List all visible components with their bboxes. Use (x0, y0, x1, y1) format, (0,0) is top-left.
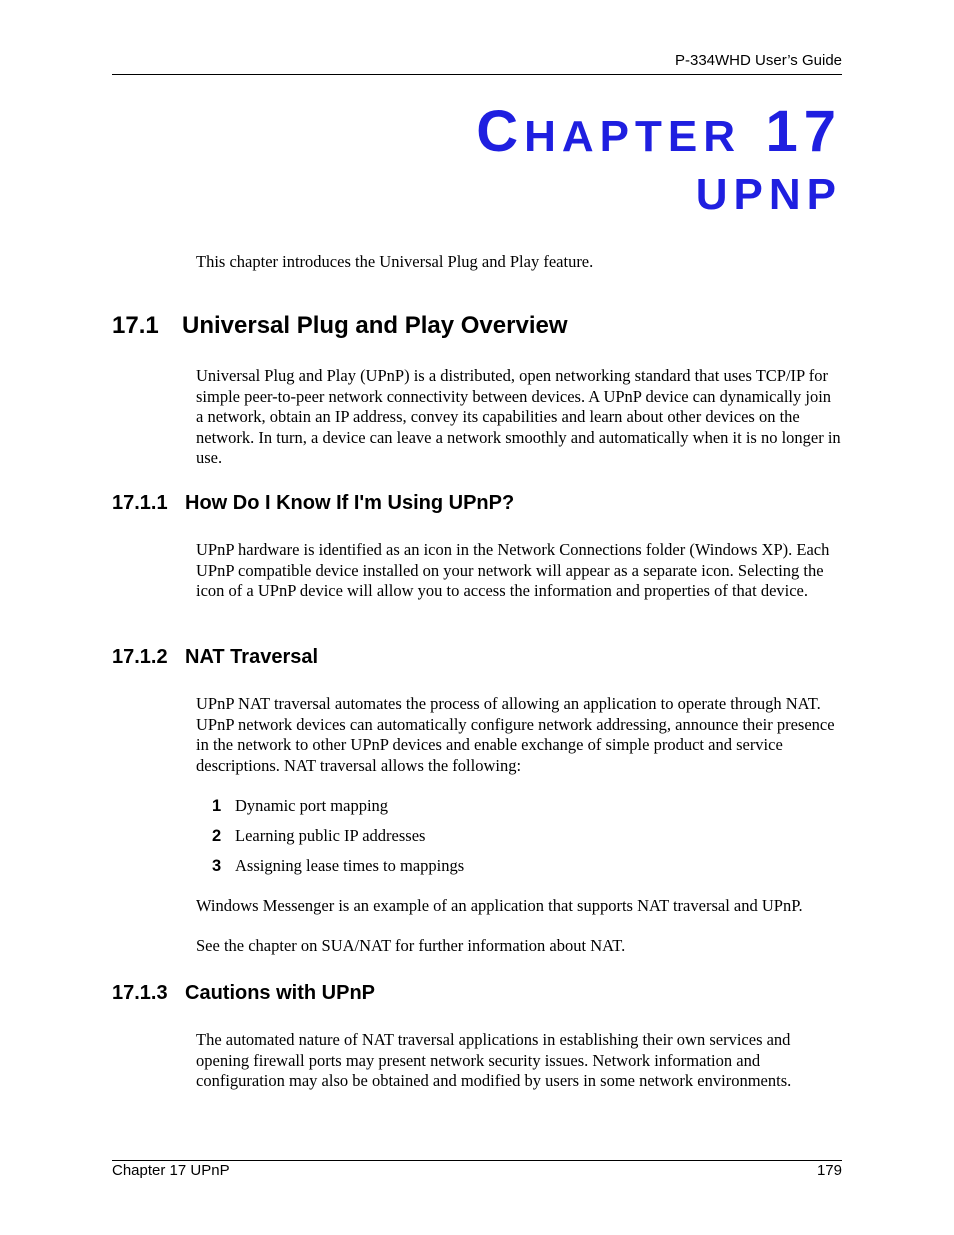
section-heading-17-1 (112, 312, 568, 340)
section-heading-17-1-2 (112, 646, 318, 669)
section-number: 17.1.2 (112, 646, 168, 668)
chapter-title: UPNP (695, 170, 842, 219)
list-item: 2 Learning public IP addresses (212, 826, 426, 845)
footer-chapter-label: Chapter 17 UPnP (112, 1162, 230, 1179)
footer-rule (112, 1160, 842, 1161)
section-17-1-body: Universal Plug and Play (UPnP) is a distributed, open networking standard that uses TCP/IP for simple peer-to-peer network connectivity between devices. A UPnP device can dynamically join a network, obtain an IP address, convey its capabilities and learn about other devices on the network. In turn, a device can leave a network smoothly and automatically when it is no longer in use. (196, 366, 841, 467)
section-title: Cautions with UPnP (185, 982, 375, 1004)
chapter-word-initial: C (476, 99, 525, 164)
section-title: How Do I Know If I'm Using UPnP? (185, 492, 515, 514)
section-number: 17.1 (112, 312, 159, 339)
section-17-1-2-body: UPnP NAT traversal automates the process of allowing an application to operate through NAT. UPnP network devices can automatically configure network addressing, announce their presence in the network to other UPnP devices and enable exchange of simple product and service descriptions. NAT traversal allows the following: (196, 694, 835, 775)
chapter-intro: This chapter introduces the Universal Plug and Play feature. (196, 252, 594, 271)
section-17-1-1-body: UPnP hardware is identified as an icon in the Network Connections folder (Windows XP). Each UPnP compatible device installed on your network will appear as a separate icon. Selecting the icon of a UPnP device will allow you to access the information and properties of that device. (196, 540, 830, 600)
section-heading-17-1-3 (112, 982, 375, 1005)
running-header: P-334WHD User’s Guide (675, 52, 842, 69)
page-number: 179 (816, 1162, 842, 1179)
header-rule (112, 74, 842, 75)
section-number: 17.1.3 (112, 982, 168, 1004)
list-item: 3 Assigning lease times to mappings (212, 856, 465, 875)
list-item: 1 Dynamic port mapping (212, 796, 389, 815)
section-17-1-3-body: The automated nature of NAT traversal applications in establishing their own services and opening firewall ports may present network security issues. Network information and configuration may also be obtained and modified by users in some network environments. (196, 1030, 792, 1090)
chapter-word-rest: HAPTER (524, 112, 742, 161)
section-title: NAT Traversal (185, 646, 319, 668)
section-title: Universal Plug and Play Overview (182, 312, 568, 339)
section-number: 17.1.1 (112, 492, 168, 514)
section-17-1-2-para2: Windows Messenger is an example of an application that supports NAT traversal and UPnP. (196, 896, 803, 915)
chapter-number: 17 (765, 99, 842, 164)
chapter-heading (476, 98, 842, 165)
section-heading-17-1-1 (112, 492, 514, 515)
section-17-1-2-para3: See the chapter on SUA/NAT for further information about NAT. (196, 936, 626, 955)
